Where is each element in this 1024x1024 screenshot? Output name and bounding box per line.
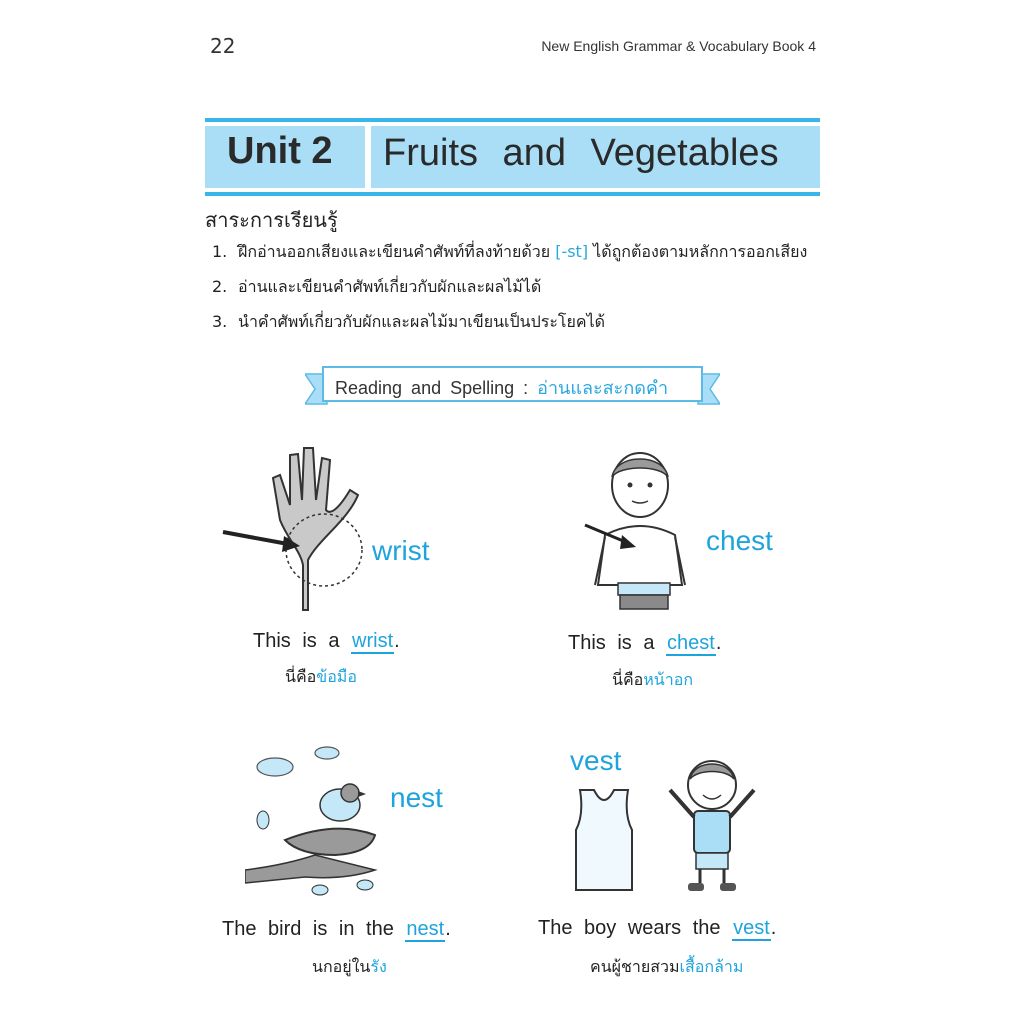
wrist-illustration [218, 440, 378, 615]
objective-number: 3. [212, 312, 228, 331]
thai-translation: นี่คือข้อมือ [285, 667, 357, 686]
unit-label: Unit 2 [227, 130, 333, 172]
objective-text: ฝึกอ่านออกเสียงและเขียนคำศัพท์ที่ลงท้ายด้วย [238, 242, 556, 261]
unit-banner [205, 118, 820, 196]
vest-illustration [560, 745, 780, 895]
sentence-target-word: vest [733, 917, 770, 939]
example-sentence: This is a chest. [568, 632, 722, 654]
book-title: New English Grammar & Vocabulary Book 4 [541, 38, 816, 54]
page-number: 22 [210, 34, 236, 58]
vocab-word: wrist [372, 535, 430, 566]
banner-bottom-rule [205, 192, 820, 196]
thai-translation: นี่คือหน้าอก [612, 670, 694, 689]
unit-title: Fruits and Vegetables [383, 132, 779, 174]
sentence-target-word: wrist [352, 630, 394, 652]
section-label-thai: อ่านและสะกดคำ [537, 378, 669, 398]
thai-translation: คนผู้ชายสวมเสื้อกล้าม [590, 957, 744, 976]
example-sentence: This is a wrist. [253, 630, 400, 652]
sentence-target-word: chest [667, 632, 715, 654]
objective-text: อ่านและเขียนคำศัพท์เกี่ยวกับผักและผลไม้ได้ [238, 277, 542, 296]
objective-number: 1. [212, 242, 228, 261]
objective-highlight: [-st] [555, 242, 589, 261]
objective-item [212, 240, 807, 265]
objective-number: 2. [212, 277, 228, 296]
example-sentence: The bird is in the nest. [222, 918, 451, 940]
vocab-word: nest [390, 782, 443, 813]
nest-illustration [245, 745, 390, 900]
vocab-word: chest [706, 525, 773, 556]
thai-translation: นกอยู่ในรัง [312, 957, 387, 976]
example-sentence: The boy wears the vest. [538, 917, 777, 939]
section-label: Reading and Spelling : [335, 378, 538, 398]
objective-text-end: ได้ถูกต้องตามหลักการออกเสียง [588, 242, 808, 261]
section-ribbon [305, 364, 720, 410]
objectives-heading: สาระการเรียนรู้ [205, 208, 338, 232]
objective-item [212, 310, 605, 335]
banner-top-rule [205, 118, 820, 122]
objective-item [212, 275, 541, 300]
chest-illustration [580, 445, 700, 610]
objective-text: นำคำศัพท์เกี่ยวกับผักและผลไม้มาเขียนเป็นประโยคได้ [238, 312, 606, 331]
sentence-target-word: nest [406, 918, 445, 940]
vocab-word: vest [570, 745, 622, 776]
